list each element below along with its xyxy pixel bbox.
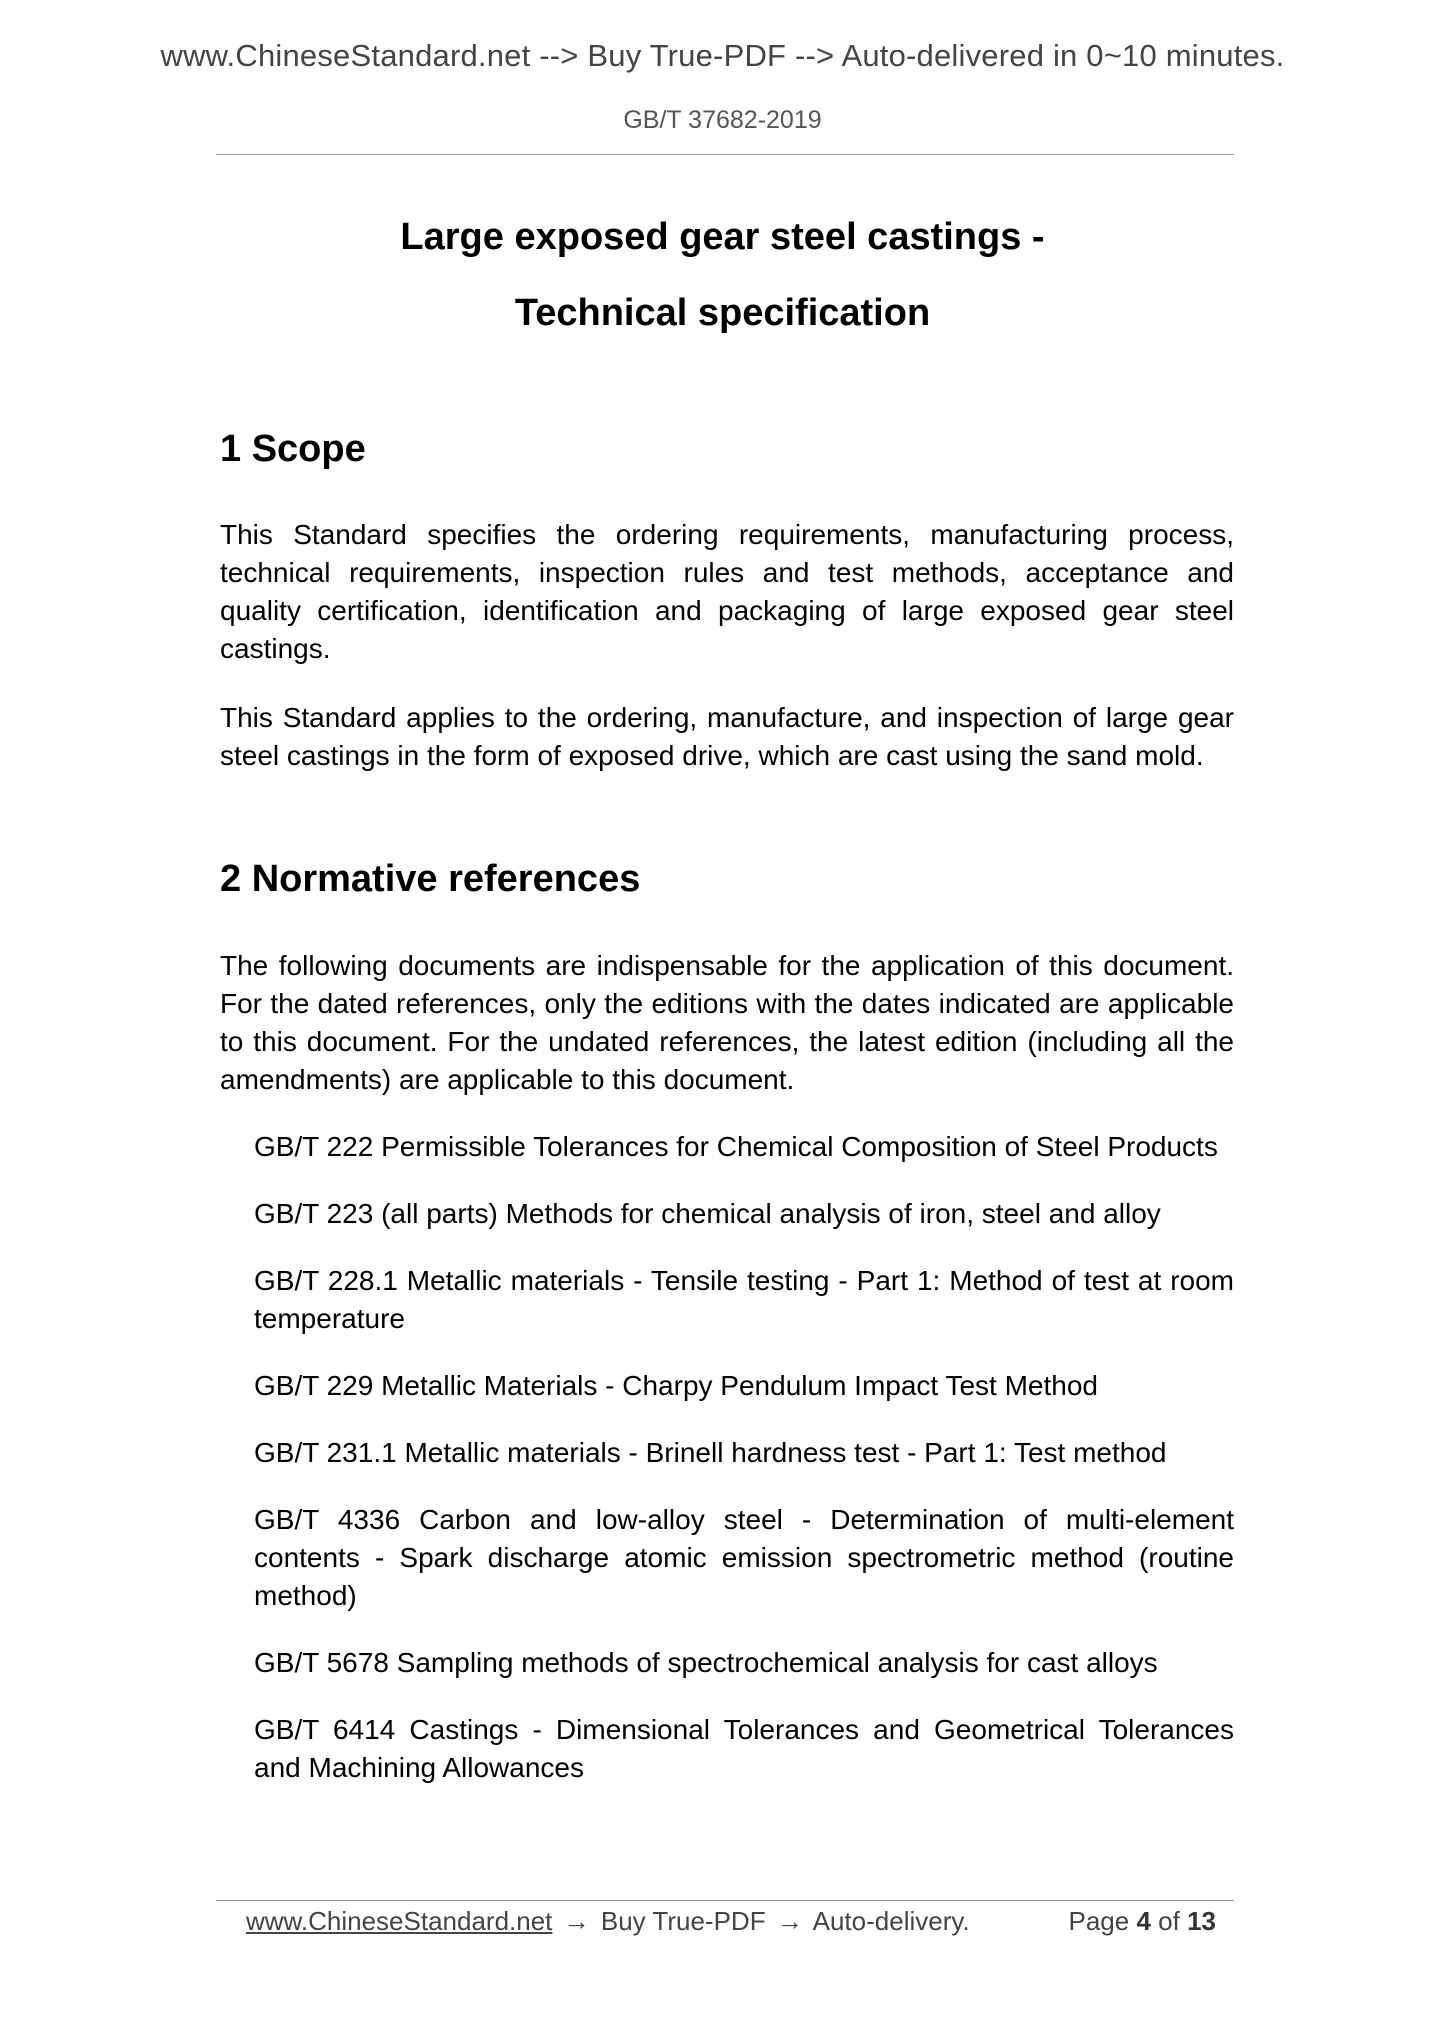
footer-divider [216, 1900, 1234, 1901]
reference-item: GB/T 228.1 Metallic materials - Tensile testing - Part 1: Method of test at room temperature [254, 1265, 1234, 1334]
section-heading-scope: 1 Scope [220, 428, 366, 470]
reference-item: GB/T 222 Permissible Tolerances for Chemical Composition of Steel Products [254, 1131, 1218, 1162]
right-arrow-icon: → [776, 1906, 803, 1936]
document-code: GB/T 37682-2019 [623, 106, 822, 134]
footer-promo [246, 1906, 970, 1937]
footer-site-link[interactable]: www.ChineseStandard.net [246, 1906, 553, 1936]
reference-item: GB/T 229 Metallic Materials - Charpy Pendulum Impact Test Method [254, 1370, 1098, 1401]
reference-item: GB/T 4336 Carbon and low-alloy steel - Determination of multi-element contents - Spark discharge atomic emission spectrometric method (routine method) [254, 1504, 1234, 1611]
document-title-line-1: Large exposed gear steel castings - [400, 216, 1045, 258]
footer-buy-text: Buy True-PDF [600, 1906, 766, 1936]
reference-item: GB/T 231.1 Metallic materials - Brinell hardness test - Part 1: Test method [254, 1437, 1167, 1468]
page-total: 13 [1187, 1906, 1216, 1936]
page-footer [246, 1906, 1216, 1942]
document-title-line-2: Technical specification [514, 292, 931, 334]
reference-item: GB/T 6414 Castings - Dimensional Tolerances and Geometrical Tolerances and Machining Allowances [254, 1714, 1234, 1783]
reference-item: GB/T 5678 Sampling methods of spectrochemical analysis for cast alloys [254, 1647, 1158, 1678]
page-word: Page [1068, 1906, 1130, 1936]
header-divider [216, 154, 1234, 155]
scope-paragraph-2: This Standard applies to the ordering, manufacture, and inspection of large gear steel castings in the form of exposed drive, which are cast using the sand mold. [220, 702, 1234, 771]
page-current: 4 [1136, 1906, 1151, 1936]
right-arrow-icon: → [563, 1906, 590, 1936]
normative-intro-paragraph: The following documents are indispensable for the application of this document. For the dated references, only the editions with the dates indicated are applicable to this document. For the undated references, the latest edition (including all the amendments) are applicable to this document. [220, 950, 1234, 1095]
section-heading-normative-references: 2 Normative references [220, 858, 641, 900]
reference-item: GB/T 223 (all parts) Methods for chemical analysis of iron, steel and alloy [254, 1198, 1161, 1229]
scope-paragraph-1: This Standard specifies the ordering requirements, manufacturing process, technical requirements, inspection rules and test methods, acceptance and quality certification, identification and packaging of large exposed gear steel castings. [220, 519, 1234, 664]
page-number [1068, 1906, 1216, 1937]
of-word: of [1158, 1906, 1180, 1936]
top-banner: www.ChineseStandard.net --> Buy True-PDF --> Auto-delivered in 0~10 minutes. [160, 38, 1285, 73]
reference-list [254, 1128, 1234, 1816]
footer-delivery-text: Auto-delivery. [812, 1906, 970, 1936]
